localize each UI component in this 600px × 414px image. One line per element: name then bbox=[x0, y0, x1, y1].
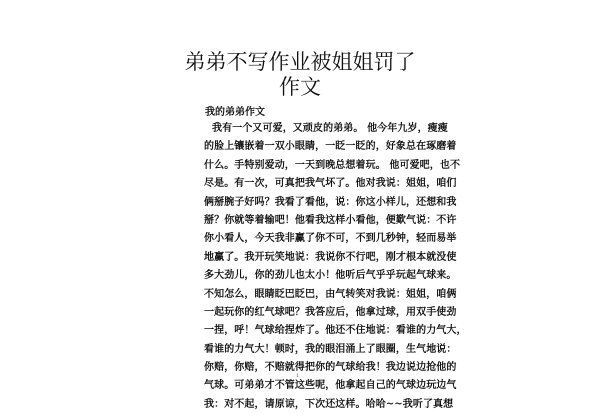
body-line: 你小看人，今天我非赢了你不可，不到几秒钟，轻而易举 bbox=[204, 233, 457, 245]
document-title-line-1: 弟弟不写作业被姐姐罚了 bbox=[184, 50, 416, 74]
body-line: 看谁的力气大！顿时，我的眼泪涌上了眼圈，生气地说： bbox=[204, 343, 457, 355]
body-line: 一捏，呼！气球给捏炸了。他还不住地说：看谁的力气大， bbox=[204, 325, 467, 337]
body-line: 的脸上镶嵌着一双小眼睛，一眨一眨的，好象总在琢磨着 bbox=[204, 141, 457, 153]
body-line: 俩掰腕子好吗？我看了看他，说：你这小样儿，还想和我 bbox=[204, 196, 457, 208]
body-line: 掰？你就等着输吧！他看我这样小看他，便歎气说：不许 bbox=[204, 214, 457, 226]
body-line: 尽是。有一次，可真把我气坏了。他对我说：姐姐，咱们 bbox=[204, 178, 457, 190]
body-line: 你赔，你赔，不赔就得把你的气球给我！我边说边抢他的 bbox=[204, 362, 457, 374]
body-line: 我：对不起，请原谅，下次还这样。哈哈~~我听了真想 bbox=[204, 398, 454, 410]
page-number: 1 bbox=[296, 373, 300, 379]
body-line: 不知怎么，眼睛眨巴眨巴，由气转笑对我说：姐姐，咱俩 bbox=[204, 288, 457, 300]
body-line: 一起玩你的红气球吧？我答应后，他拿过球，用双手使劲 bbox=[204, 306, 457, 318]
body-line: 地赢了。我开玩笑地说：我说你不行吧，刚才根本就没使 bbox=[204, 251, 457, 263]
body-line: 我有一个又可爱，又顽皮的弟弟。 他今年九岁，瘦瘦 bbox=[212, 123, 448, 134]
document-body bbox=[204, 120, 467, 414]
body-line: 多大劲儿，你的劲儿也太小！他听后气乎乎玩起气球来。 bbox=[204, 270, 457, 282]
document-title-line-2: 作文 bbox=[279, 75, 321, 99]
body-line: 气球。可弟弟才不管这些呢，他拿起自己的气球边玩边气 bbox=[204, 380, 457, 392]
body-line: 什么。手特别爱动，一天到晚总想着玩。 他可爱吧，也不 bbox=[204, 159, 461, 171]
document-subtitle: 我的弟弟作文 bbox=[205, 107, 265, 118]
